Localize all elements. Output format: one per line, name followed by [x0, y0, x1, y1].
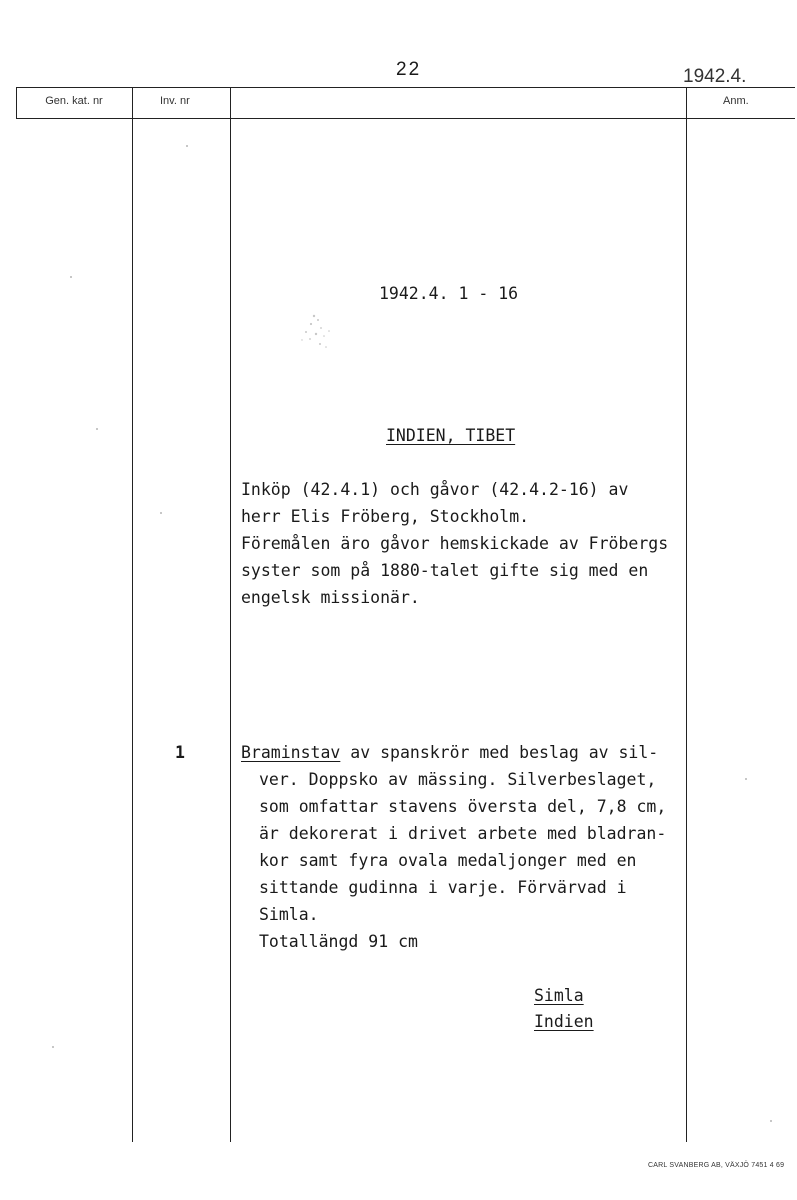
region-title: INDIEN, TIBET [386, 426, 516, 445]
intro-line: herr Elis Fröberg, Stockholm. [241, 507, 530, 526]
item-first-line: av spanskrör med beslag av sil- [340, 743, 659, 762]
column-rule-3 [686, 87, 687, 1142]
paper-speck [745, 778, 747, 780]
paper-speck [52, 1046, 54, 1048]
item-desc-line: är dekorerat i drivet arbete med bladran- [259, 824, 667, 843]
intro-line: Föremålen äro gåvor hemskickade av Fröbergs [241, 534, 669, 553]
item-desc-line: Simla. [259, 905, 319, 924]
intro-line: engelsk missionär. [241, 588, 420, 607]
column-header-anm: Anm. [723, 95, 749, 107]
printer-mark: CARL SVANBERG AB, VÄXJÖ 7451 4 69 [648, 1162, 785, 1169]
paper-speck [70, 276, 72, 278]
column-header-gen-kat-nr: Gen. kat. nr [45, 95, 103, 107]
column-rule-2 [230, 87, 231, 1142]
intro-line: syster som på 1880-talet gifte sig med en [241, 561, 649, 580]
item-name: Braminstav [241, 743, 341, 762]
item-country: Indien [534, 1012, 594, 1031]
item-desc-line: sittande gudinna i varje. Förvärvad i [259, 878, 627, 897]
item-desc-line: som omfattar stavens översta del, 7,8 cm, [259, 797, 667, 816]
paper-speck [186, 145, 188, 147]
ink-smudge [296, 306, 346, 356]
paper-speck [160, 512, 162, 514]
page-number: 22 [396, 59, 422, 80]
intro-paragraph [241, 476, 668, 611]
column-rule-1 [132, 87, 133, 1142]
item-desc-line: Totallängd 91 cm [259, 932, 418, 951]
paper-speck [770, 1120, 772, 1122]
column-header-inv-nr: Inv. nr [160, 95, 190, 107]
item-description-continued [259, 766, 666, 955]
top-right-reference: 1942.4. [683, 66, 747, 87]
item-desc-line: ver. Doppsko av mässing. Silverbeslaget, [259, 770, 657, 789]
item-desc-line: kor samt fyra ovala medaljonger med en [259, 851, 637, 870]
item-place: Simla [534, 986, 584, 1005]
intro-line: Inköp (42.4.1) och gåvor (42.4.2-16) av [241, 480, 629, 499]
item-description [241, 739, 658, 766]
entry-range: 1942.4. 1 - 16 [379, 284, 519, 303]
item-number: 1 [175, 743, 185, 762]
paper-speck [96, 428, 98, 430]
